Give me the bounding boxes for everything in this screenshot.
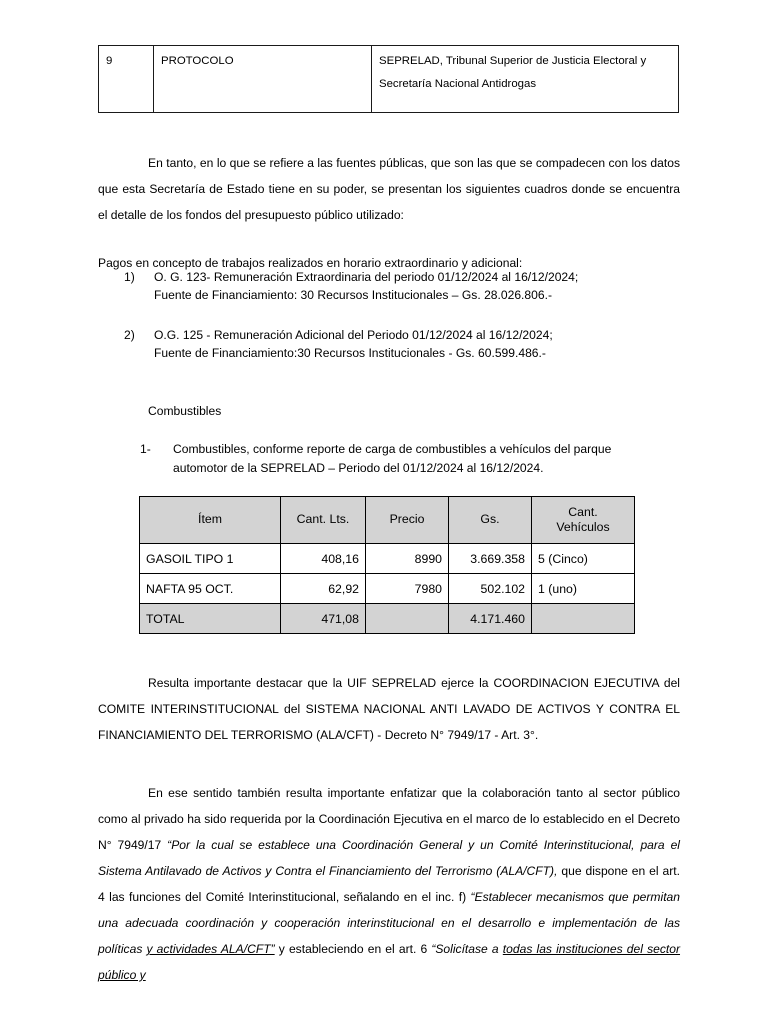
fuel-cell-gs: 502.102	[449, 574, 532, 604]
combustibles-item-line-2: automotor de la SEPRELAD – Periodo del 01/12/2024 al 16/12/2024.	[173, 460, 544, 475]
paragraph-en-tanto: En tanto, en lo que se refiere a las fuentes públicas, que son las que se compadecen con los datos que esta Secretaría de Estado tiene en su poder, se presentan los siguientes cuadros donde se encuentra el detalle de los fondos del presupuesto público utilizado:	[98, 156, 680, 223]
final-paragraph-quote-3: “Solicítase a	[431, 942, 503, 957]
protocol-row-name: PROTOCOLO	[154, 46, 372, 113]
fuel-total-cant-vehiculos	[532, 604, 635, 634]
protocol-description-line-2: Secretaría Nacional Antidrogas	[379, 78, 537, 91]
list-item	[118, 268, 680, 305]
fuel-table-head	[140, 497, 635, 544]
fuel-header-gs: Gs.	[449, 497, 532, 544]
protocol-description-line-1: SEPRELAD, Tribunal Superior de Justicia Electoral y	[379, 55, 647, 67]
combustibles-item-line-1: Combustibles, conforme reporte de carga de combustibles a vehículos del parque	[173, 442, 612, 456]
list-item	[118, 326, 680, 363]
protocol-row-number: 9	[99, 46, 154, 113]
fuel-cell-cant-vehiculos: 5 (Cinco)	[532, 544, 635, 574]
paragraph-pagos: Pagos en concepto de trabajos realizados en horario extraordinario y adicional:	[98, 256, 523, 271]
final-paragraph-segment-2: que dispone en el art. 4 las funciones del Comité Interinstitucional, señalando en el inc. f)	[98, 864, 680, 905]
final-paragraph-quote-2-underlined: y actividades ALA/CFT”	[146, 942, 275, 957]
og-item-marker: 1)	[124, 270, 135, 284]
table-row	[99, 46, 679, 113]
fuel-header-cant-lts: Cant. Lts.	[281, 497, 366, 544]
og-item-line-1: O. G. 123- Remuneración Extraordinaria del periodo 01/12/2024 al 16/12/2024;	[154, 270, 579, 284]
combustibles-list-item	[140, 440, 703, 477]
final-paragraph-quote-1: “Por la cual se establece una Coordinación General y un Comité Interinstitucional, para el Sistema Antilavado de Activos y Contra el Financiamiento del Terrorismo (ALA/CFT),	[98, 838, 680, 879]
fuel-header-cant-vehiculos-line-1: Cant.	[568, 504, 598, 519]
table-row	[140, 574, 635, 604]
final-paragraph-segment-1: En ese sentido también resulta importante enfatizar que la colaboración tanto al sector público como al privado ha sido requerida por la Coordinación Ejecutiva en el marco de lo establecido en el Decreto N° 7949/17	[98, 786, 680, 853]
fuel-table-body	[140, 544, 635, 634]
protocol-table	[98, 45, 679, 113]
fuel-total-cant-lts: 471,08	[281, 604, 366, 634]
fuel-cell-precio: 7980	[366, 574, 449, 604]
fuel-total-label: TOTAL	[140, 604, 281, 634]
protocol-table-body	[99, 46, 679, 113]
combustibles-item-marker: 1-	[140, 442, 151, 456]
fuel-cell-precio: 8990	[366, 544, 449, 574]
fuel-header-cant-vehiculos-line-2: Vehículos	[556, 520, 610, 534]
table-row	[140, 544, 635, 574]
combustibles-heading: Combustibles	[148, 404, 222, 418]
paragraph-resulta-importante: Resulta importante destacar que la UIF SEPRELAD ejerce la COORDINACION EJECUTIVA del COMITE INTERINSTITUCIONAL del SISTEMA NACIONAL ANTI LAVADO DE ACTIVOS Y CONTRA EL FINANCIAMIENTO DEL TERRORISMO (ALA/CFT) - Decreto N° 7949/17 - Art. 3°.	[98, 676, 680, 743]
fuel-table-header-row	[140, 497, 635, 544]
final-paragraph-segment-3: y estableciendo en el art. 6	[274, 942, 432, 957]
fuel-total-gs: 4.171.460	[449, 604, 532, 634]
final-paragraph-quote-3-underlined: todas las instituciones del sector público y	[98, 942, 681, 983]
fuel-total-precio	[366, 604, 449, 634]
fuel-header-precio: Precio	[366, 497, 449, 544]
fuel-cell-cant-vehiculos: 1 (uno)	[532, 574, 635, 604]
fuel-header-item: Ítem	[140, 497, 281, 544]
fuel-cell-cant-lts: 408,16	[281, 544, 366, 574]
fuel-table	[139, 496, 635, 634]
fuel-cell-gs: 3.669.358	[449, 544, 532, 574]
fuel-cell-cant-lts: 62,92	[281, 574, 366, 604]
paragraph-en-ese-sentido	[98, 780, 680, 988]
og-item-marker: 2)	[124, 327, 135, 342]
og-list	[118, 268, 680, 384]
fuel-cell-item: NAFTA 95 OCT.	[140, 574, 281, 604]
fuel-table-total-row	[140, 604, 635, 634]
protocol-row-description	[372, 46, 679, 113]
og-item-line-2: Fuente de Financiamiento: 30 Recursos Institucionales – Gs. 28.026.806.-	[154, 288, 552, 303]
og-item-line-1: O.G. 125 - Remuneración Adicional del Periodo 01/12/2024 al 16/12/2024;	[154, 327, 553, 342]
og-item-line-2: Fuente de Financiamiento:30 Recursos Institucionales - Gs. 60.599.486.-	[154, 346, 546, 361]
final-paragraph-quote-2: “Establecer mecanismos que permitan una adecuada coordinación y cooperación interinstitucional en el desarrollo e implementación de las políticas	[98, 890, 681, 957]
fuel-cell-item: GASOIL TIPO 1	[140, 544, 281, 574]
fuel-header-cant-vehiculos	[532, 497, 635, 544]
